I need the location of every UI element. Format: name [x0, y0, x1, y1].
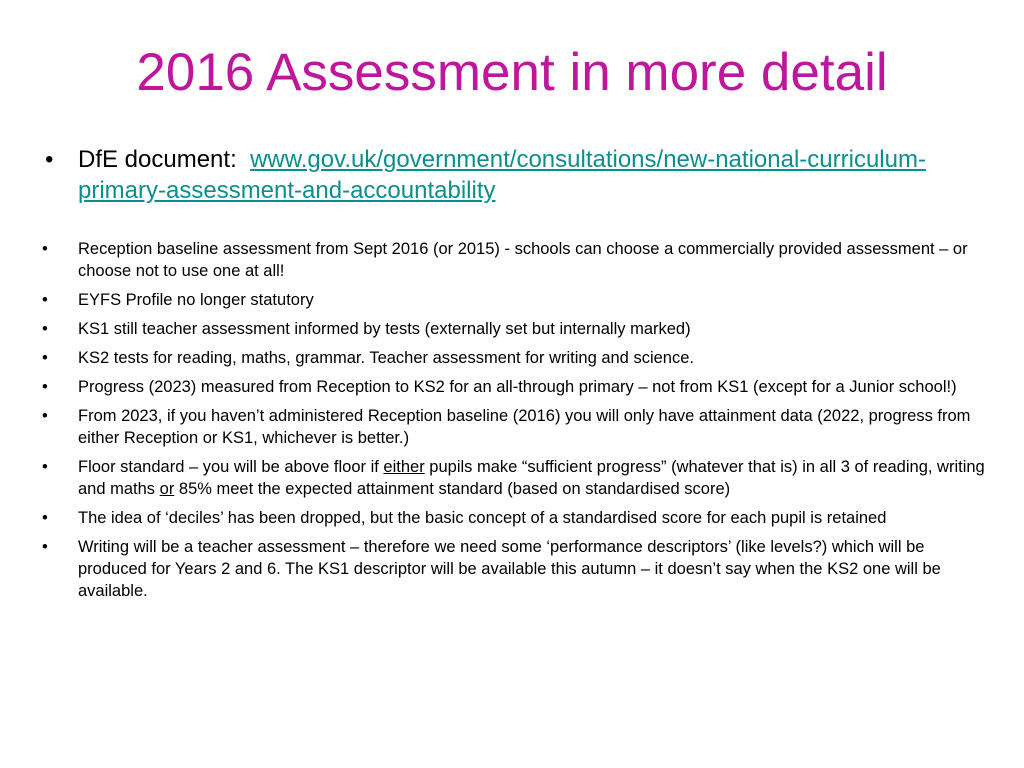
- detail-bullet-list: [0, 238, 1024, 609]
- bullet-icon: •: [42, 407, 48, 425]
- dfe-document-label: DfE document:: [78, 146, 237, 173]
- bullet-icon: •: [42, 349, 48, 367]
- bullet-icon: •: [42, 320, 48, 338]
- bullet-text: EYFS Profile no longer statutory: [78, 291, 314, 309]
- bullet-icon: •: [42, 291, 48, 309]
- bullet-text: Reception baseline assessment from Sept 2016 (or 2015) - schools can choose a commercially provided assessment – or choose not to use one at all!: [78, 240, 968, 280]
- bullet-icon: •: [42, 378, 48, 396]
- bullet-text: KS1 still teacher assessment informed by tests (externally set but internally marked): [78, 320, 691, 338]
- bullet-icon: •: [42, 458, 48, 476]
- bullet-text: The idea of ‘deciles’ has been dropped, but the basic concept of a standardised score for each pupil is retained: [78, 509, 887, 527]
- bullet-item-ks1-assessment: [0, 318, 1024, 340]
- dfe-document-link[interactable]: www.gov.uk/government/consultations/new-national-curriculum-primary-assessment-and-accountability: [78, 146, 926, 204]
- emphasis-or: or: [159, 480, 175, 498]
- bullet-item-deciles: [0, 507, 1024, 529]
- emphasis-either: either: [383, 458, 425, 476]
- bullet-item-from-2023: [0, 405, 1024, 449]
- bullet-text-part: pupils make “sufficient progress” (whatever that is) in all 3 of reading, writing and maths: [78, 458, 985, 498]
- bullet-text: Progress (2023) measured from Reception to KS2 for an all-through primary – not from KS1 (except for a Junior school!): [78, 378, 957, 396]
- bullet-text: Writing will be a teacher assessment – therefore we need some ‘performance descriptors’ (like levels?) which will be produced for Years 2 and 6. The KS1 descriptor will be available this autumn – it doesn’t say when the KS2 one will be available.: [78, 538, 941, 600]
- bullet-item-reception-baseline: [0, 238, 1024, 282]
- bullet-text: From 2023, if you haven’t administered Reception baseline (2016) you will only have attainment data (2022, progress from either Reception or KS1, whichever is better.): [78, 407, 971, 447]
- bullet-icon: •: [45, 146, 54, 173]
- slide-title: 2016 Assessment in more detail: [136, 43, 888, 102]
- primary-bullet-list: [0, 144, 1024, 206]
- bullet-icon: •: [42, 509, 48, 527]
- bullet-text-part: Floor standard – you will be above floor if: [78, 458, 384, 476]
- dfe-document-item: [0, 144, 1024, 206]
- bullet-text-part: 85% meet the expected attainment standard (based on standardised score): [174, 480, 731, 498]
- bullet-item-progress-2023: [0, 376, 1024, 398]
- bullet-text: KS2 tests for reading, maths, grammar. Teacher assessment for writing and science.: [78, 349, 694, 367]
- bullet-icon: •: [42, 240, 48, 258]
- bullet-item-eyfs-profile: [0, 289, 1024, 311]
- bullet-item-writing-assessment: [0, 536, 1024, 602]
- bullet-item-ks2-tests: [0, 347, 1024, 369]
- bullet-item-floor-standard: [0, 456, 1024, 500]
- bullet-icon: •: [42, 538, 48, 556]
